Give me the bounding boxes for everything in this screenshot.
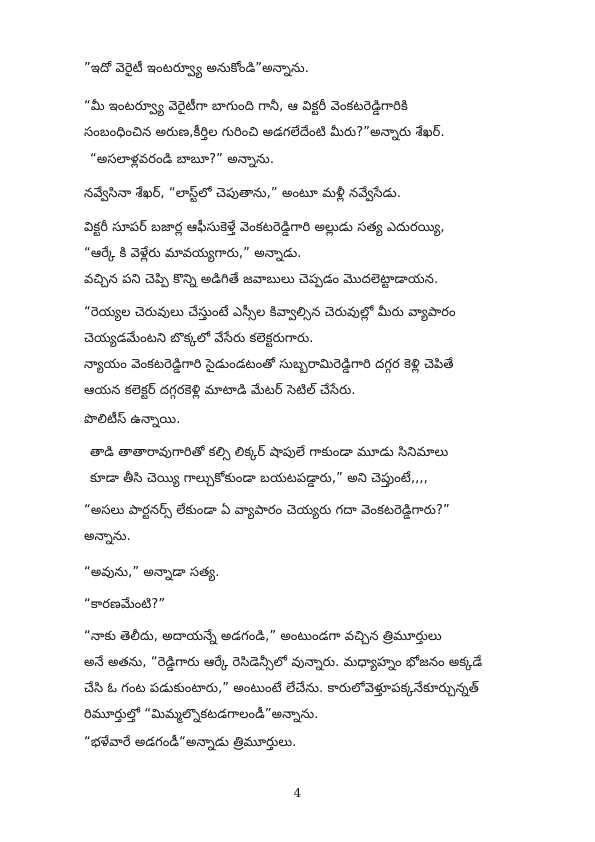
paragraph-7 xyxy=(84,300,524,352)
text-line: చేసి ఓ గంట పడుకుంటారు,” అంటుంటే లేచేను. కారులోవెళ్తూపక్కనేకూర్చున్నత్ xyxy=(84,681,479,696)
text-line: కూడా తీసి చెయ్యి గాల్చుకోకుండా బయటపడ్డారు,” అని చెప్తుంటే,,,, xyxy=(90,471,428,486)
text-line: “నాకు తెలీదు, అదాయన్నే అడగండి,” అంటుండగా వచ్చిన త్రిమూర్తులు xyxy=(84,629,442,644)
text-line: అనే అతను, “రెడ్డిగారు ఆర్కే రెసిడెన్సీలో వున్నారు. మధ్యాహ్నం భోజనం అక్కడే xyxy=(84,655,483,670)
text-line: “భళేవారే అడగండీ“అన్నాడు త్రిమూర్తులు. xyxy=(84,735,297,750)
text-line: సంబంధించిన అరుణ,కీర్తిల గురించి అడగలేదేంటి మీరు?”అన్నారు శేఖర్. xyxy=(84,125,445,140)
paragraph-9 xyxy=(84,407,524,433)
text-line: “అసలు పార్టనర్స్ లేకుండా ఏ వ్యాపారం చెయ్యరు గదా వెంకటరెడ్డిగారు?” xyxy=(84,503,450,518)
paragraph-14 xyxy=(84,624,524,728)
text-line: “మీ ఇంటర్వ్యూ వెరైటీగా బాగుంది గానీ, ఆ విక్టరీ వెంకటరెడ్డిగారికి xyxy=(84,99,408,114)
text-line: అన్నాను. xyxy=(84,529,131,544)
paragraph-15 xyxy=(84,730,524,756)
text-line: పొలిటీస్ ఉన్నాయి. xyxy=(84,412,181,427)
text-line: వచ్చిన పని చెప్పి కొన్ని అడిగితే జవాబులు చెప్పడం మొదలెట్టాడాయన. xyxy=(84,272,439,287)
text-line: చెయ్యడమేంటని బొక్కలో వేసేరు కలెక్టరుగారు. xyxy=(84,331,314,346)
text-line: “రెయ్యల చెరువులు చేస్తుంటే ఎస్సీల కివ్వాల్సిన చెరువుల్లో మీరు వ్యాపారం xyxy=(84,305,456,320)
text-line: న్యాయం వెంకటరెడ్డిగారి సైడుండటంతో సుబ్బరామిరెడ్డిగారి దగ్గర కెళ్లి చెపితే xyxy=(84,357,454,372)
paragraph-6 xyxy=(84,267,524,293)
page-number: 4 xyxy=(293,786,302,800)
paragraph-10 xyxy=(84,440,530,492)
paragraph-3 xyxy=(84,147,530,173)
text-line: విక్టరీ సూపర్ బజార్ల ఆఫీసుకెళ్తే వెంకటరెడ్డిగారి అల్లుడు సత్య ఎదురయ్యి, xyxy=(84,220,445,235)
text-line: తాడి తాతారావుగారితో కల్సి లిక్కర్ షాపులే గాకుండా మూడు సినిమాలు xyxy=(90,445,449,460)
paragraph-2 xyxy=(84,94,524,146)
paragraph-1 xyxy=(84,56,524,82)
paragraph-8 xyxy=(84,352,524,404)
paragraph-4 xyxy=(84,181,524,207)
text-line: ”ఇదో వెరైటీ ఇంటర్వ్యూ అనుకోండి”అన్నాను. xyxy=(84,61,309,76)
text-line: నవ్వేసినా శేఖర్, “లాస్ట్‌లో చెపుతాను,” అంటూ మళ్లీ నవ్వేసేడు. xyxy=(84,186,402,201)
text-line: ఆయన కలెక్టర్ దగ్గరకెళ్లి మాటాడి మేటర్ సెటిల్ చేసేరు. xyxy=(84,383,356,398)
text-line: “అవును,” అన్నాడా సత్య. xyxy=(84,565,220,580)
text-line: “కారణమేంటి?” xyxy=(84,597,166,612)
text-line: “ఆర్కే కి వెళ్లేరు మావయ్యగారు,” అన్నాడు. xyxy=(84,246,302,261)
paragraph-5 xyxy=(84,215,524,267)
text-line: రిమూర్తుల్తో “మిమ్మల్నొకటడగాలండీ”అన్నాను. xyxy=(84,707,319,722)
paragraph-12 xyxy=(84,560,524,586)
paragraph-13 xyxy=(84,592,524,618)
paragraph-11 xyxy=(84,498,524,550)
text-line: “అసలాళ్లవరండి బాబూ?” అన్నాను. xyxy=(90,152,275,167)
